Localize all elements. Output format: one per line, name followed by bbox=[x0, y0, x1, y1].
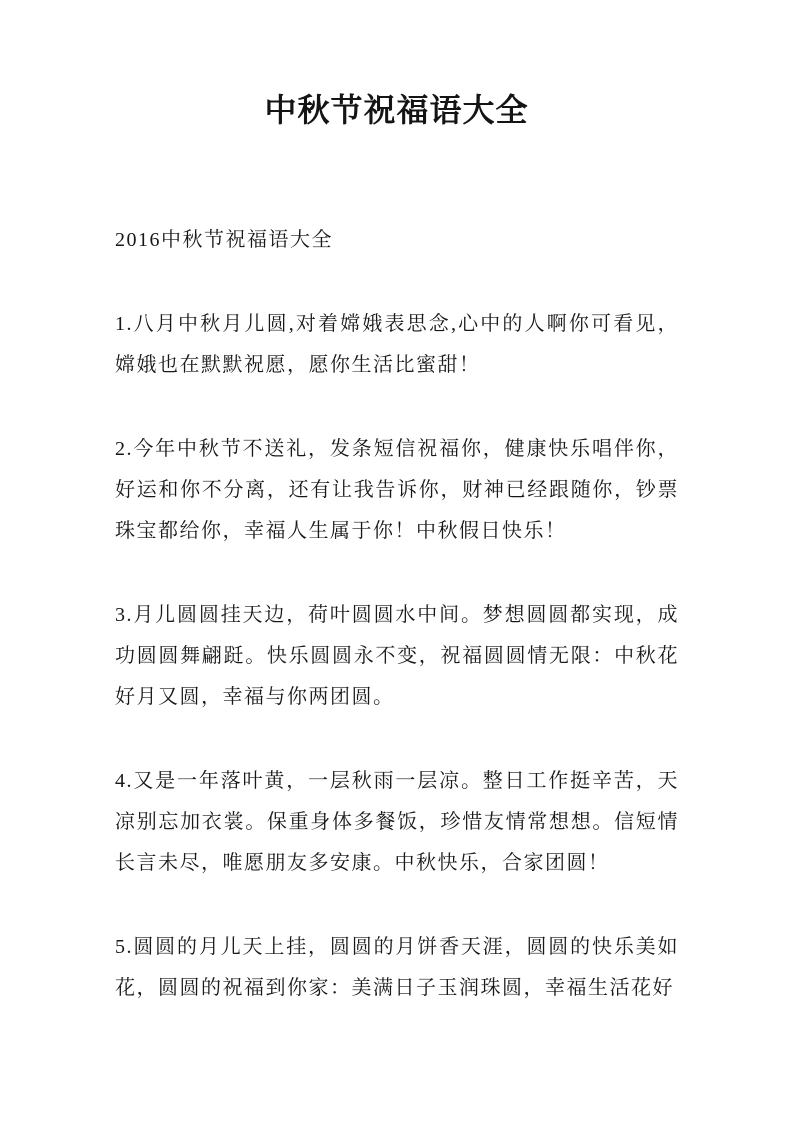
document-body bbox=[0, 220, 793, 1009]
greeting-paragraph-4: 4.又是一年落叶黄，一层秋雨一层凉。整日工作挺辛苦，天凉别忘加衣裳。保重身体多餐饭，珍惜友情常想想。信短情长言未尽，唯愿朋友多安康。中秋快乐，合家团圆！ bbox=[115, 770, 679, 874]
greeting-paragraph-3: 3.月儿圆圆挂天边，荷叶圆圆水中间。梦想圆圆都实现，成功圆圆舞翩跹。快乐圆圆永不变，祝福圆圆情无限：中秋花好月又圆，幸福与你两团圆。 bbox=[115, 604, 679, 708]
subtitle-paragraph: 2016中秋节祝福语大全 bbox=[115, 229, 333, 251]
greeting-paragraph-5: 5.圆圆的月儿天上挂，圆圆的月饼香天涯，圆圆的快乐美如花，圆圆的祝福到你家：美满日子玉润珠圆，幸福生活花好 bbox=[115, 936, 679, 999]
greeting-paragraph-2: 2.今年中秋节不送礼，发条短信祝福你，健康快乐唱伴你，好运和你不分离，还有让我告诉你，财神已经跟随你，钞票珠宝都给你，幸福人生属于你！中秋假日快乐！ bbox=[115, 438, 679, 542]
greeting-paragraph-1: 1.八月中秋月儿圆,对着嫦娥表思念,心中的人啊你可看见，嫦娥也在默默祝愿，愿你生活比蜜甜！ bbox=[115, 313, 679, 376]
document-title: 中秋节祝福语大全 bbox=[264, 92, 529, 128]
